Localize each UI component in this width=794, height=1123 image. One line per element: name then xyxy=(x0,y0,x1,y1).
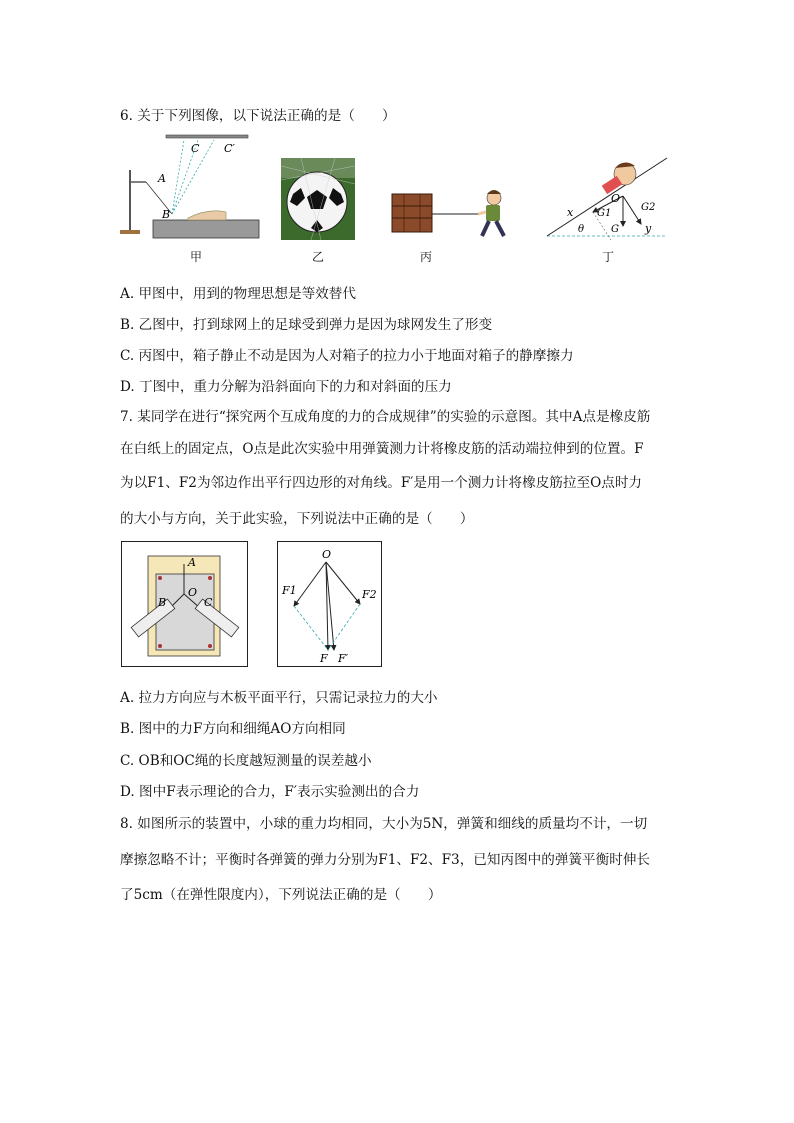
label-c-prime: C′ xyxy=(224,142,235,155)
caption-yi: 乙 xyxy=(312,250,325,264)
caption-ding: 丁 xyxy=(602,250,615,264)
caption-jia: 甲 xyxy=(190,250,203,264)
label-a: A xyxy=(188,556,196,569)
q7-stem-line-3: 为以F1、F2为邻边作出平行四边形的对角线。F′是用一个测力计将橡皮筋拉至O点时力 xyxy=(120,475,643,491)
q7-figure-board xyxy=(121,541,248,667)
label-f1: F1 xyxy=(282,584,297,597)
label-x: x xyxy=(567,206,574,219)
q6-option-c: C. 丙图中，箱子静止不动是因为人对箱子的拉力小于地面对箱子的静摩擦力 xyxy=(120,348,574,364)
q7-stem-line-1: 7. 某同学在进行“探究两个互成角度的力的合成规律”的实验的示意图。其中A点是橡皮筋 xyxy=(120,409,651,425)
q7-figure-parallelogram xyxy=(277,541,382,667)
figure-jia xyxy=(118,132,268,244)
q6-option-b: B. 乙图中，打到球网上的足球受到弹力是因为球网发生了形变 xyxy=(120,317,493,333)
q6-option-d: D. 丁图中，重力分解为沿斜面向下的力和对斜面的压力 xyxy=(120,379,452,395)
q7-stem-line-2: 在白纸上的固定点，O点是此次实验中用弹簧测力计将橡皮筋的活动端拉伸到的位置。F xyxy=(120,441,644,457)
figure-bing xyxy=(388,184,512,242)
label-b: B xyxy=(158,596,167,609)
label-o: O xyxy=(611,192,621,205)
label-a: A xyxy=(158,172,166,185)
q8-stem-line-1: 8. 如图所示的装置中，小球的重力均相同，大小为5N，弹簧和细线的质量均不计，一切 xyxy=(120,816,648,832)
label-f-prime: F′ xyxy=(338,652,349,665)
label-y: y xyxy=(645,222,652,235)
q7-option-b: B. 图中的力F方向和细绳AO方向相同 xyxy=(120,721,346,737)
q8-stem-line-3: 了5cm（在弹性限度内），下列说法正确的是（ ） xyxy=(120,887,442,903)
q6-stem: 6. 关于下列图像，以下说法正确的是（ ） xyxy=(120,108,396,124)
label-theta: θ xyxy=(578,224,585,235)
label-g2: G2 xyxy=(641,202,656,213)
label-o: O xyxy=(188,586,198,599)
q8-stem-line-2: 摩擦忽略不计；平衡时各弹簧的弹力分别为F1、F2、F3，已知丙图中的弹簧平衡时伸长 xyxy=(120,852,651,868)
q7-option-a: A. 拉力方向应与木板平面平行，只需记录拉力的大小 xyxy=(120,690,438,706)
label-f2: F2 xyxy=(362,588,377,601)
figure-yi-football xyxy=(281,158,355,240)
q6-option-a: A. 甲图中，用到的物理思想是等效替代 xyxy=(120,286,356,302)
label-c: C xyxy=(191,142,200,155)
q7-stem-line-4: 的大小与方向，关于此实验，下列说法中正确的是（ ） xyxy=(120,511,474,527)
figure-ding xyxy=(545,152,670,244)
label-g1: G1 xyxy=(597,208,612,219)
label-g: G xyxy=(611,224,619,235)
label-c: C xyxy=(204,596,213,609)
label-f: F xyxy=(320,652,328,665)
q7-option-d: D. 图中F表示理论的合力，F′表示实验测出的合力 xyxy=(120,784,420,800)
label-o: O xyxy=(322,548,332,561)
q7-option-c: C. OB和OC绳的长度越短测量的误差越小 xyxy=(120,753,372,769)
caption-bing: 丙 xyxy=(420,250,433,264)
label-b: B xyxy=(162,208,171,221)
